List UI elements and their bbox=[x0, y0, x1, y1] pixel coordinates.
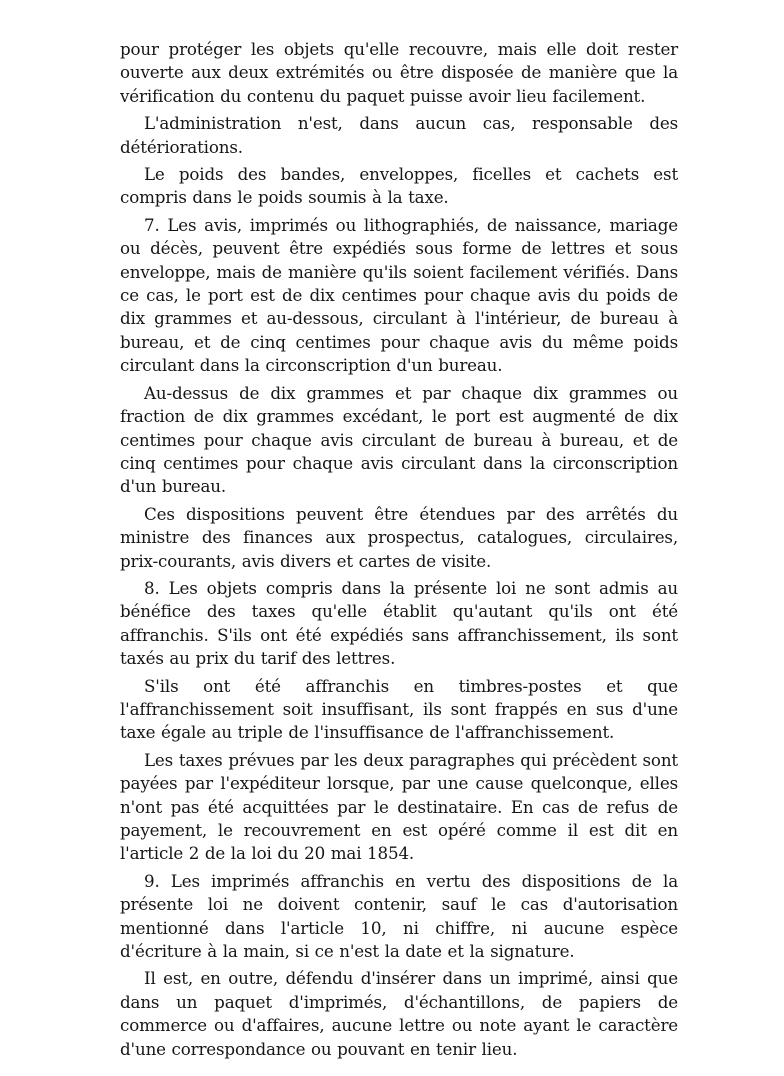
paragraph-insufficient-postage: S'ils ont été affranchis en timbres-postes et que l'affranchissement soit insuffisant, ils sont frappés en sus d'une taxe égale au triple de l'insuffisance de l'affranchissement. bbox=[120, 675, 678, 743]
article-8: 8. Les objets compris dans la présente loi ne sont admis au bénéfice des taxes qu'elle établit qu'autant qu'ils ont été affranchis. S'ils ont été expédiés sans affranchissement, ils sont taxés au prix du tarif des lettres. bbox=[120, 577, 678, 669]
paragraph-weight: Le poids des bandes, enveloppes, ficelles et cachets est compris dans le poids soumis à la taxe. bbox=[120, 164, 678, 208]
paragraph-prohibition: Il est, en outre, défendu d'insérer dans un imprimé, ainsi que dans un paquet d'imprimés, d'échantillons, de papiers de commerce ou d'affaires, aucune lettre ou note ayant le caractère d'une correspondance ou pouvant en tenir lieu. bbox=[120, 968, 678, 1059]
paragraph-liability: L'administration n'est, dans aucun cas, responsable des détériorations. bbox=[120, 113, 678, 157]
document-page bbox=[120, 38, 678, 1061]
article-7: 7. Les avis, imprimés ou lithographiés, de naissance, mariage ou décès, peuvent être expédiés sous forme de lettres et sous enveloppe, mais de manière qu'ils soient facilement vérifiés. Dans ce cas, le port est de dix centimes pour chaque avis du poids de dix grammes et au-dessous, circulant à l'intérieur, de bureau à bureau, et de cinq centimes pour chaque avis du même poids circulant dans la circonscription d'un bureau. bbox=[120, 214, 678, 376]
paragraph-taxes-payment: Les taxes prévues par les deux paragraphes qui précèdent sont payées par l'expéditeur lorsque, par une cause quelconque, elles n'ont pas été acquittées par le destinataire. En cas de refus de payement, le recouvrement en est opéré comme il est dit en l'article 2 de la loi du 20 mai 1854. bbox=[120, 749, 678, 864]
article-9: 9. Les imprimés affranchis en vertu des dispositions de la présente loi ne doivent contenir, sauf le cas d'autorisation mentionné dans l'article 10, ni chiffre, ni aucune espèce d'écriture à la main, si ce n'est la date et la signature. bbox=[120, 870, 678, 962]
paragraph-continuation: pour protéger les objets qu'elle recouvre, mais elle doit rester ouverte aux deux extrémités ou être disposée de manière que la vérification du contenu du paquet puisse avoir lieu facilement. bbox=[120, 39, 678, 106]
paragraph-over-ten-grams: Au-dessus de dix grammes et par chaque dix grammes ou fraction de dix grammes excédant, le port est augmenté de dix centimes pour chaque avis circulant de bureau à bureau, et de cinq centimes pour chaque avis circulant dans la circonscription d'un bureau. bbox=[120, 382, 678, 497]
paragraph-extensions: Ces dispositions peuvent être étendues par des arrêtés du ministre des finances aux prospectus, catalogues, circulaires, prix-courants, avis divers et cartes de visite. bbox=[120, 503, 678, 571]
